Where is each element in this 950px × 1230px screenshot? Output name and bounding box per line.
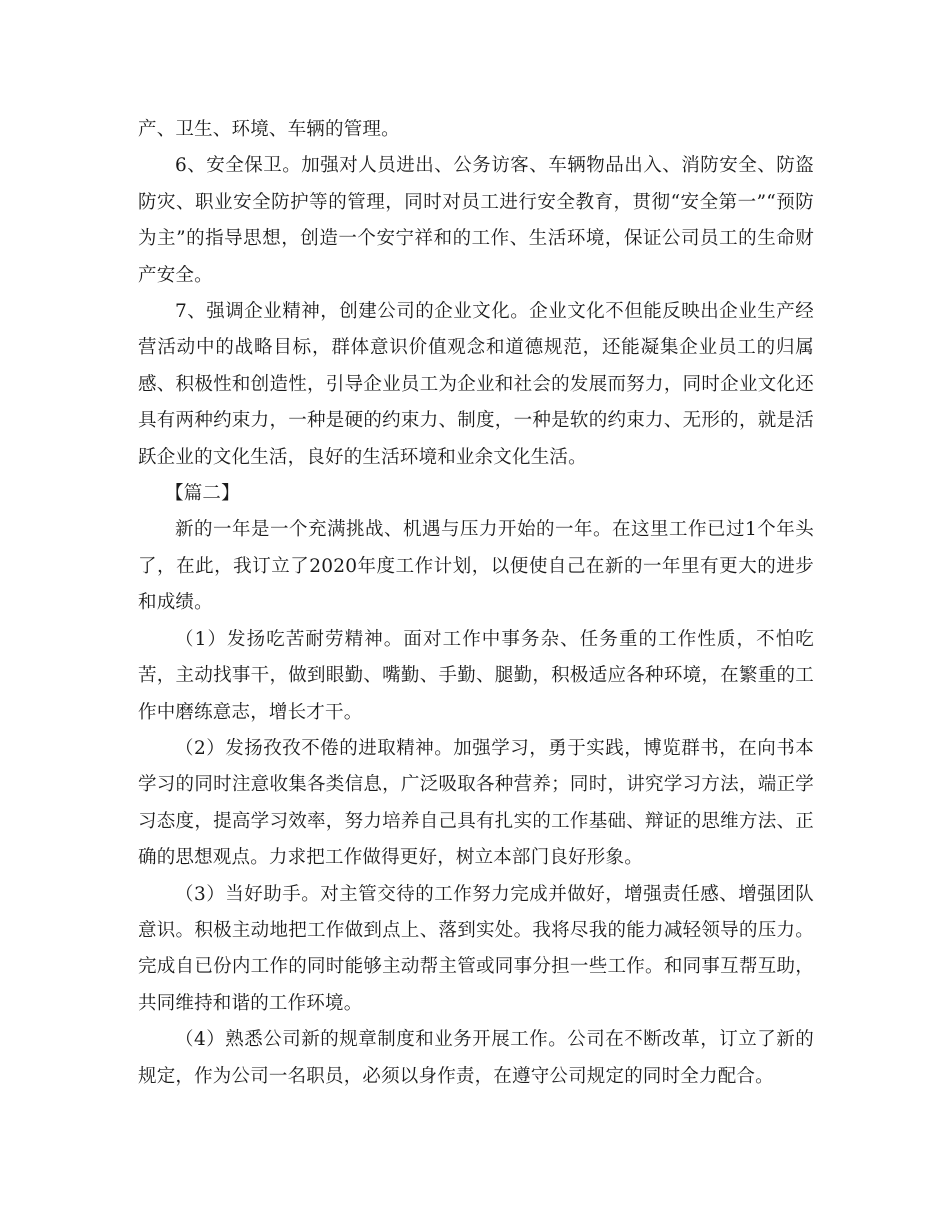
paragraph-point-4: （4）熟悉公司新的规章制度和业务开展工作。公司在不断改革，订立了新的规定，作为公司一名职员，必须以身作责，在遵守公司规定的同时全力配合。 xyxy=(138,1029,814,1087)
paragraph-intro: 新的一年是一个充满挑战、机遇与压力开始的一年。在这里工作已过1个年头了，在此，我订立了2020年度工作计划，以便使自己在新的一年里有更大的进步和成绩。 xyxy=(138,519,814,614)
paragraph-item-6-security: 6、安全保卫。加强对人员进出、公务访客、车辆物品出入、消防安全、防盗防灾、职业安全防护等的管理，同时对员工进行安全教育，贯彻“安全第一”“预防为主”的指导思想，创造一个安宁祥和的工作、生活环境，保证公司员工的生命财产安全。 xyxy=(138,155,814,286)
paragraph-point-1: （1）发扬吃苦耐劳精神。面对工作中事务杂、任务重的工作性质，不怕吃苦，主动找事干，做到眼勤、嘴勤、手勤、腿勤，积极适应各种环境，在繁重的工作中磨练意志，增长才干。 xyxy=(138,628,814,723)
paragraph-point-3: （3）当好助手。对主管交待的工作努力完成并做好，增强责任感、增强团队意识。积极主动地把工作做到点上、落到实处。我将尽我的能力减轻领导的压力。完成自已份内工作的同时能够主动帮主管或同事分担一些工作。和同事互帮互助，共同维持和谐的工作环境。 xyxy=(138,883,814,1014)
section-heading-part-two: 【篇二】 xyxy=(165,483,240,505)
paragraph-continuation: 产、卫生、环境、车辆的管理。 xyxy=(138,119,400,140)
document-body xyxy=(138,112,814,1095)
paragraph-point-2: （2）发扬孜孜不倦的进取精神。加强学习，勇于实践，博览群书，在向书本学习的同时注意收集各类信息，广泛吸取各种营养；同时，讲究学习方法，端正学习态度，提高学习效率，努力培养自己具有扎实的工作基础、辩证的思维方法、正确的思想观点。力求把工作做得更好，树立本部门良好形象。 xyxy=(138,737,814,869)
paragraph-item-7-culture: 7、强调企业精神，创建公司的企业文化。企业文化不但能反映出企业生产经营活动中的战略目标，群体意识价值观念和道德规范，还能凝集企业员工的归属感、积极性和创造性，引导企业员工为企业和社会的发展而努力，同时企业文化还具有两种约束力，一种是硬的约束力、制度，一种是软的约束力、无形的，就是活跃企业的文化生活，良好的生活环境和业余文化生活。 xyxy=(138,301,814,468)
